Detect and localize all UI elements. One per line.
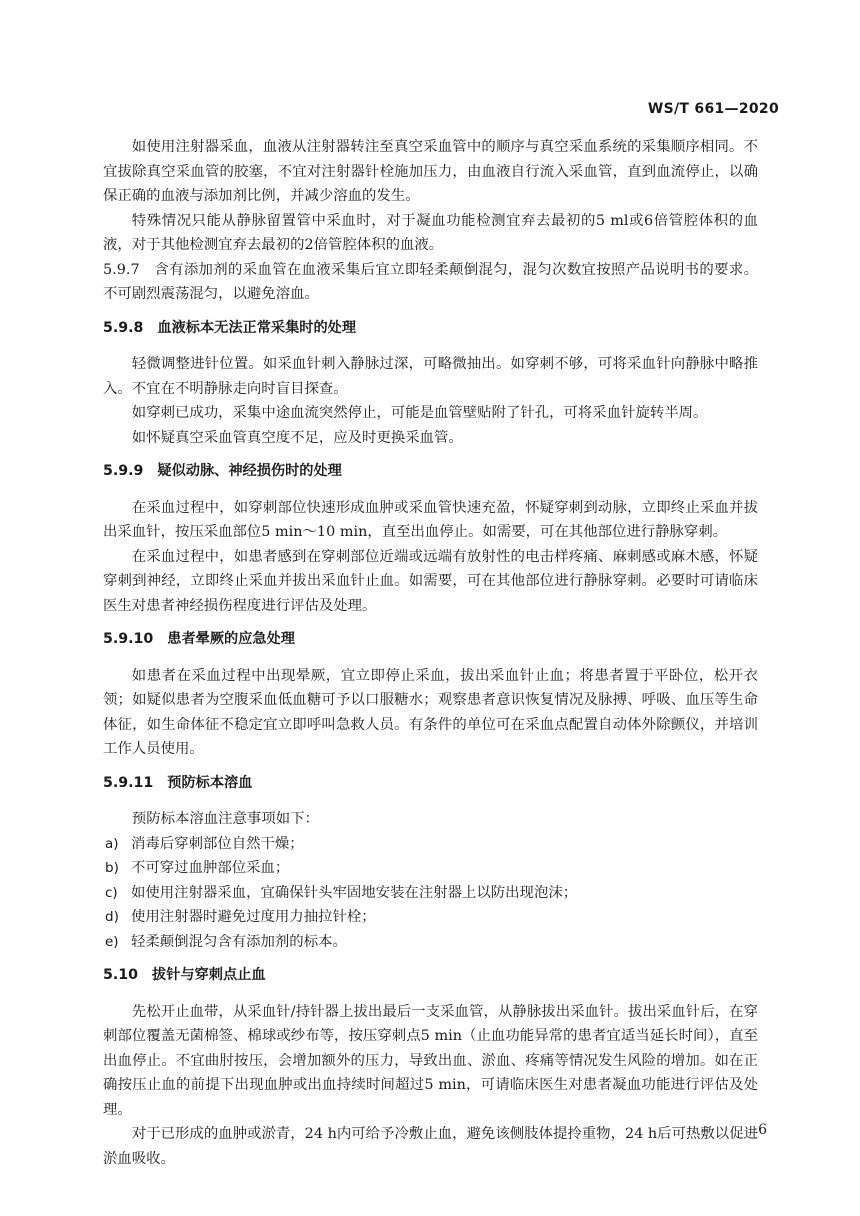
section-title: 血液标本无法正常采集时的处理 xyxy=(157,319,357,336)
list-intro: 预防标本溶血注意事项如下： xyxy=(131,811,319,827)
section-heading-5-10 xyxy=(103,963,758,988)
list-item xyxy=(103,930,758,955)
paragraph: 特殊情况只能从静脉留置管中采血时，对于凝血功能检测宜弃去最初的5 ml或6倍管腔体积的血液，对于其他检测宜弃去最初的2倍管腔体积的血液。 xyxy=(103,212,758,253)
section-number: 5.9.10 xyxy=(103,631,154,647)
paragraph: 如患者在采血过程中出现晕厥，宜立即停止采血，拔出采血针止血；将患者置于平卧位，松开衣领；如疑似患者为空腹采血低血糖可予以口服糖水；观察患者意识恢复情况及脉搏、呼吸、血压等生命体征，如生命体征不稳定宜立即呼叫急救人员。有条件的单位可在采血点配置自动体外除颤仪，并培训工作人员使用。 xyxy=(103,667,758,757)
paragraph: 轻微调整进针位置。如采血针刺入静脉过深，可略微抽出。如穿刺不够，可将采血针向静脉中略推入。不宜在不明静脉走向时盲目探查。 xyxy=(103,356,758,397)
list-item xyxy=(103,856,758,881)
document-body xyxy=(103,135,758,1171)
list-item-text: 使用注射器时避免过度用力抽拉针栓； xyxy=(131,909,376,925)
section-heading-5-9-10 xyxy=(103,627,758,652)
paragraph: 如穿刺已成功，采集中途血流突然停止，可能是血管壁贴附了针孔，可将采血针旋转半周。 xyxy=(131,405,708,421)
list-item xyxy=(103,832,758,857)
list-item-text: 如使用注射器采血，宜确保针头牢固地安装在注射器上以防出现泡沫； xyxy=(131,884,578,901)
section-heading-5-9-9 xyxy=(103,459,758,484)
section-heading-5-9-11 xyxy=(103,771,758,796)
list-marker: b) xyxy=(105,860,119,876)
section-heading-5-9-8 xyxy=(103,316,758,341)
section-number: 5.9.9 xyxy=(103,463,144,479)
list-item-text: 消毒后穿刺部位自然干燥； xyxy=(131,835,304,852)
section-title: 疑似动脉、神经损伤时的处理 xyxy=(157,463,342,479)
list-marker: a) xyxy=(105,835,119,852)
standard-code: WS/T 661—2020 xyxy=(647,101,779,117)
list-marker: e) xyxy=(105,933,119,950)
section-title: 预防标本溶血 xyxy=(167,774,253,791)
section-number: 5.9.11 xyxy=(103,774,154,791)
clause-5-9-7 xyxy=(103,258,758,307)
paragraph: 如使用注射器采血，血液从注射器转注至真空采血管中的顺序与真空采血系统的采集顺序相同。不宜拔除真空采血管的胶塞，不宜对注射器针栓施加压力，由血液自行流入采血管，直到血流停止，以确保正确的血液与添加剂比例，并减少溶血的发生。 xyxy=(103,139,758,204)
paragraph: 在采血过程中，如穿刺部位快速形成血肿或采血管快速充盈，怀疑穿刺到动脉，立即终止采血并拔出采血针，按压采血部位5 min～10 min，直至出血停止。如需要，可在其他部位进行静脉穿刺。 xyxy=(103,499,758,540)
list-item xyxy=(103,905,758,930)
list-marker: c) xyxy=(105,884,118,901)
clause-number: 5.9.7 xyxy=(103,261,140,278)
list-marker: d) xyxy=(105,909,119,925)
list-item-text: 轻柔颠倒混匀含有添加剂的标本。 xyxy=(131,933,347,950)
list-item xyxy=(103,881,758,906)
section-title: 患者晕厥的应急处理 xyxy=(167,631,295,647)
paragraph: 如怀疑真空采血管真空度不足，应及时更换采血管。 xyxy=(131,429,463,446)
section-title: 拔针与穿刺点止血 xyxy=(152,967,266,983)
section-number: 5.10 xyxy=(103,967,139,983)
clause-text: 含有添加剂的采血管在血液采集后宜立即轻柔颠倒混匀，混匀次数宜按照产品说明书的要求。不可剧烈震荡混匀，以避免溶血。 xyxy=(103,261,758,302)
page-number: 6 xyxy=(758,1122,767,1138)
paragraph: 对于已形成的血肿或淤青，24 h内可给予冷敷止血，避免该侧肢体提拎重物，24 h后可热敷以促进淤血吸收。 xyxy=(103,1126,758,1167)
section-number: 5.9.8 xyxy=(103,319,144,336)
precaution-list xyxy=(103,832,758,955)
paragraph: 先松开止血带，从采血针/持针器上拔出最后一支采血管，从静脉拔出采血针。拔出采血针后，在穿刺部位覆盖无菌棉签、棉球或纱布等，按压穿刺点5 min（止血功能异常的患者宜适当延长时间），直至出血停止。不宜曲肘按压，会增加额外的压力，导致出血、淤血、疼痛等情况发生风险的增加。如在正确按压止血的前提下出现血肿或出血持续时间超过5 min，可请临床医生对患者凝血功能进行评估及处理。 xyxy=(103,1003,758,1118)
list-item-text: 不可穿过血肿部位采血； xyxy=(131,860,290,876)
paragraph: 在采血过程中，如患者感到在穿刺部位近端或远端有放射性的电击样疼痛、麻刺感或麻木感，怀疑穿刺到神经，立即终止采血并拔出采血针止血。如需要，可在其他部位进行静脉穿刺。必要时可请临床医生对患者神经损伤程度进行评估及处理。 xyxy=(103,548,758,614)
